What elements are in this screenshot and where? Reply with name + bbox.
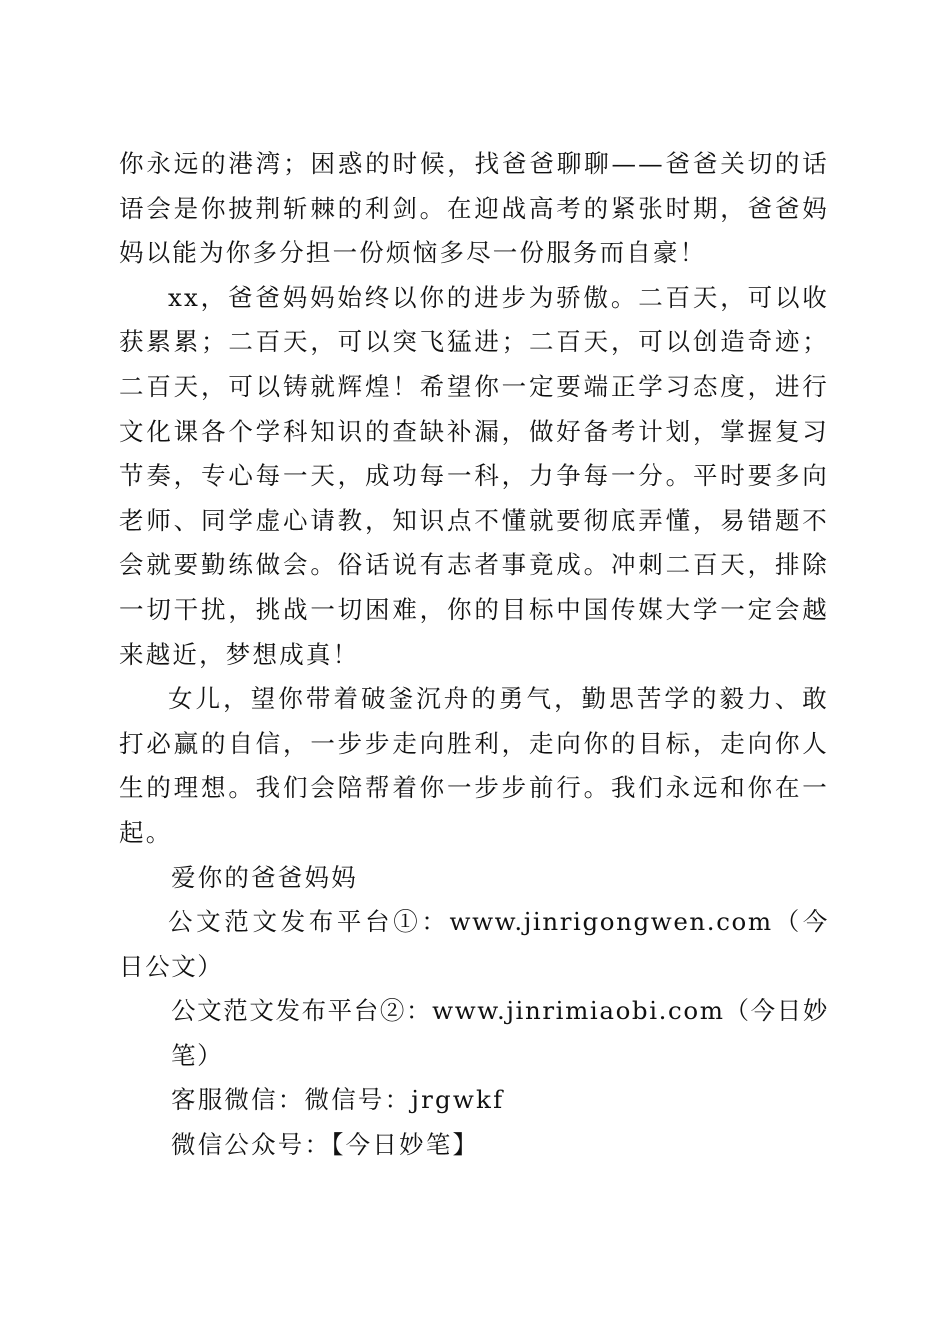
customer-service-wechat: 客服微信：微信号：jrgwkf — [171, 1085, 505, 1115]
document-body — [119, 142, 829, 1168]
signature: 爱你的爸爸妈妈 — [171, 862, 358, 892]
paragraph-encouragement: xx，爸爸妈妈始终以你的进步为骄傲。二百天，可以收获累累；二百天，可以突飞猛进；二百天，可以创造奇迹；二百天，可以铸就辉煌！希望你一定要端正学习态度，进行文化课各个学科知识的查缺补漏，做好备考计划，掌握复习节奏，专心每一天，成功每一科，力争每一分。平时要多向老师、同学虚心请教，知识点不懂就要彻底弄懂，易错题不会就要勤练做会。俗话说有志者事竟成。冲刺二百天，排除一切干扰，挑战一切困难，你的目标中国传媒大学一定会越来越近，梦想成真！ — [119, 282, 829, 669]
wechat-public-account: 微信公众号：【今日妙笔】 — [171, 1130, 480, 1160]
platform-link-1: 公文范文发布平台①：www.jinrigongwen.com（今日公文） — [119, 907, 829, 981]
platform-link-2: 公文范文发布平台②：www.jinrimiaobi.com（今日妙笔） — [171, 996, 829, 1070]
paragraph-closing: 女儿，望你带着破釜沉舟的勇气，勤思苦学的毅力、敢打必赢的自信，一步步走向胜利，走向你的目标，走向你人生的理想。我们会陪帮着你一步步前行。我们永远和你在一起。 — [119, 684, 829, 847]
paragraph-continuation: 你永远的港湾；困惑的时候，找爸爸聊聊——爸爸关切的话语会是你披荆斩棘的利剑。在迎战高考的紧张时期，爸爸妈妈以能为你多分担一份烦恼多尽一份服务而自豪！ — [119, 149, 829, 268]
